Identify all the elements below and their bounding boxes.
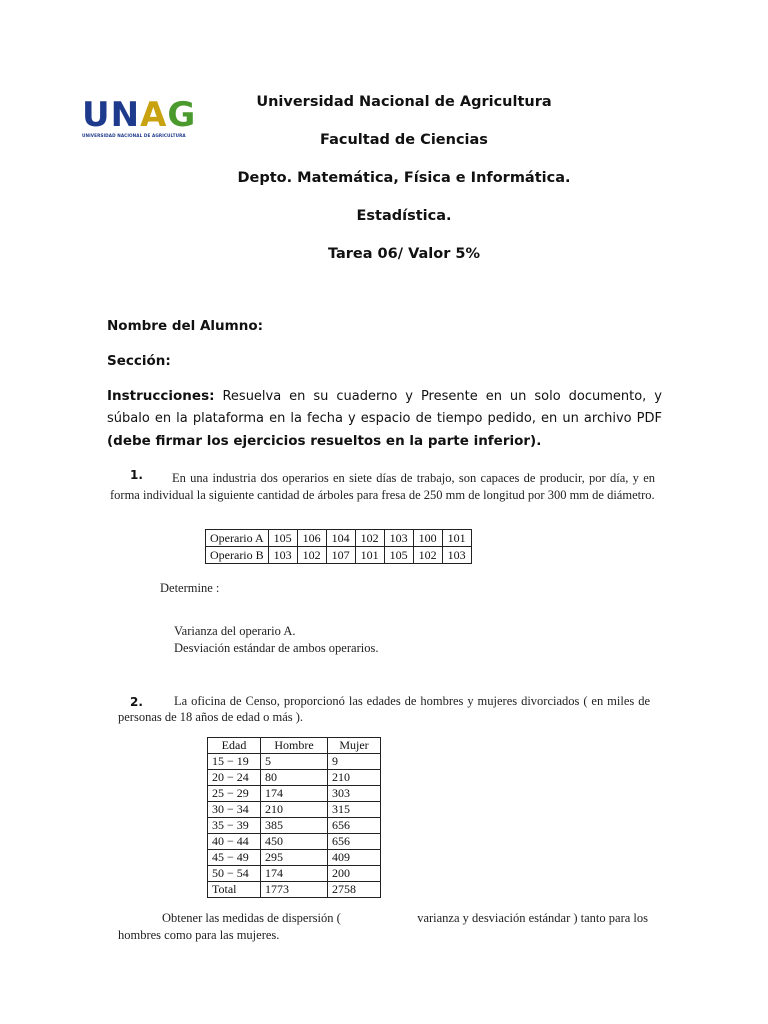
table-cell: 656 — [328, 818, 381, 834]
table-row — [208, 882, 381, 898]
table-cell: 174 — [261, 786, 328, 802]
table-cell: 102 — [413, 547, 442, 564]
logo-letter: N — [110, 95, 141, 135]
course-title: Estadística. — [356, 208, 452, 224]
table-cell: 105 — [268, 530, 297, 547]
table-cell: 303 — [328, 786, 381, 802]
table-cell: 100 — [413, 530, 442, 547]
logo-letter: A — [140, 95, 168, 135]
table-cell: 105 — [384, 547, 413, 564]
question-2-task — [118, 910, 648, 944]
table-cell: 656 — [328, 834, 381, 850]
table-cell: 210 — [261, 802, 328, 818]
table-cell: 103 — [442, 547, 471, 564]
assignment-title: Tarea 06/ Valor 5% — [327, 246, 481, 262]
department-title: Depto. Matemática, Física e Informática. — [237, 170, 571, 186]
table-cell: 25 − 29 — [208, 786, 261, 802]
table-row — [208, 754, 381, 770]
table-row — [208, 850, 381, 866]
table-cell: 385 — [261, 818, 328, 834]
instructions-paragraph — [107, 385, 662, 453]
question-1-number: 1. — [130, 468, 143, 482]
table-cell: Total — [208, 882, 261, 898]
table-cell: 315 — [328, 802, 381, 818]
table-row — [208, 818, 381, 834]
table-cell: 295 — [261, 850, 328, 866]
student-name-label: Nombre del Alumno: — [107, 318, 264, 334]
column-header: Hombre — [261, 738, 328, 754]
table-row — [208, 834, 381, 850]
table-cell: 1773 — [261, 882, 328, 898]
table-header-row — [208, 738, 381, 754]
logo-subtitle: UNIVERSIDAD NACIONAL DE AGRICULTURA — [82, 133, 186, 138]
table-cell: 101 — [442, 530, 471, 547]
task-line — [118, 910, 648, 927]
table-cell: 210 — [328, 770, 381, 786]
instructions-emphasis: (debe firmar los ejercicios resueltos en la parte inferior). — [107, 433, 542, 449]
table-cell: 409 — [328, 850, 381, 866]
column-header: Mujer — [328, 738, 381, 754]
table-cell: 102 — [355, 530, 384, 547]
logo-letter: U — [82, 95, 111, 135]
table-cell: 50 − 54 — [208, 866, 261, 882]
table-cell: 101 — [355, 547, 384, 564]
table-cell: 35 − 39 — [208, 818, 261, 834]
table-cell: 200 — [328, 866, 381, 882]
faculty-title: Facultad de Ciencias — [320, 132, 488, 148]
table-row — [208, 866, 381, 882]
table-cell: 450 — [261, 834, 328, 850]
table-cell: 102 — [297, 547, 326, 564]
table-cell: 174 — [261, 866, 328, 882]
table-cell: 15 − 19 — [208, 754, 261, 770]
task-text: varianza y desviación estándar ) tanto para los — [417, 911, 648, 925]
table-cell: 45 − 49 — [208, 850, 261, 866]
table-cell: 30 − 34 — [208, 802, 261, 818]
table-cell: 103 — [268, 547, 297, 564]
operators-table — [205, 529, 472, 564]
table-row — [208, 802, 381, 818]
question-1-text: En una industria dos operarios en siete días de trabajo, son capaces de producir, por día, y en forma individual la siguiente cantidad de árboles para fresa de 250 mm de longitud por 300 mm de diámetro. — [110, 471, 655, 502]
table-cell: 80 — [261, 770, 328, 786]
ages-table — [207, 737, 381, 898]
section-label: Sección: — [107, 353, 171, 369]
task-text: Obtener las medidas de dispersión ( — [162, 911, 341, 925]
instructions-label: Instrucciones: — [107, 388, 215, 404]
task-line: hombres como para las mujeres. — [118, 928, 280, 942]
table-row — [206, 530, 472, 547]
table-cell: 107 — [326, 547, 355, 564]
table-cell: Operario B — [206, 547, 269, 564]
table-cell: 2758 — [328, 882, 381, 898]
table-cell: 103 — [384, 530, 413, 547]
table-cell: 40 − 44 — [208, 834, 261, 850]
logo-letter: G — [167, 95, 197, 135]
determine-label: Determine : — [160, 581, 220, 595]
table-cell: 106 — [297, 530, 326, 547]
table-cell: Operario A — [206, 530, 269, 547]
table-row — [208, 786, 381, 802]
table-cell: 104 — [326, 530, 355, 547]
question-2-text: La oficina de Censo, proporcionó las edades de hombres y mujeres divorciados ( en miles de personas de 18 años de edad o más ). — [118, 694, 650, 724]
instructions-body: Resuelva en su cuaderno y Presente en un solo documento, y súbalo en la plataforma en la fecha y espacio de tiempo pedido, en un archivo PDF — [107, 389, 662, 426]
table-row — [206, 547, 472, 564]
task-item: Varianza del operario A. — [174, 624, 296, 638]
table-cell: 9 — [328, 754, 381, 770]
task-item: Desviación estándar de ambos operarios. — [174, 641, 379, 655]
table-cell: 5 — [261, 754, 328, 770]
table-row — [208, 770, 381, 786]
university-title: Universidad Nacional de Agricultura — [256, 94, 552, 110]
column-header: Edad — [208, 738, 261, 754]
question-2-number: 2. — [130, 695, 143, 709]
table-cell: 20 − 24 — [208, 770, 261, 786]
